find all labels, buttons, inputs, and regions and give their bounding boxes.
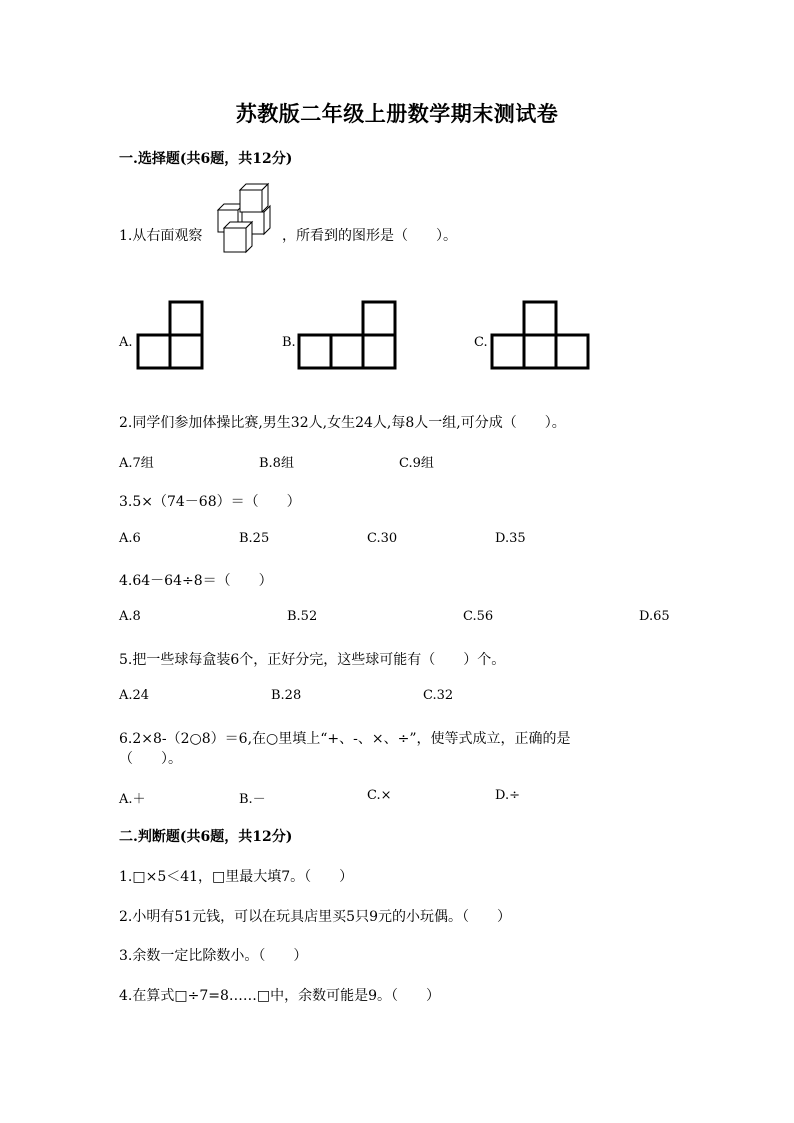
q4-option-d: D.65 [639, 609, 670, 624]
question-2: 2.同学们参加体操比赛,男生32人,女生24人,每8人一组,可分成（ ）。 [119, 415, 566, 431]
q4-option-c: C.56 [463, 609, 494, 624]
question-6-line2: （ ）。 [119, 751, 182, 767]
judgement-item-1: 1.□×5＜41，□里最大填7。（ ） [119, 869, 354, 885]
q5-option-c: C.32 [423, 688, 454, 703]
q3-option-c: C.30 [367, 531, 398, 546]
judgement-item-2: 2.小明有51元钱，可以在玩具店里买5只9元的小玩偶。（ ） [119, 909, 511, 925]
q3-option-a: A.6 [119, 531, 141, 546]
q6-option-a: A.＋ [119, 792, 146, 807]
question-1-prefix: 1.从右面观察 [119, 228, 203, 244]
q5-option-a: A.24 [119, 688, 150, 703]
q1-option-c-figure [491, 300, 591, 370]
q2-option-b: B.8组 [259, 456, 294, 471]
judgement-item-4: 4.在算式□÷7=8……□中，余数可能是9。（ ） [119, 988, 440, 1004]
q4-option-a: A.8 [119, 609, 141, 624]
q1-option-a-figure [137, 300, 205, 370]
q1-option-c-label: C. [474, 335, 488, 350]
page-title: 苏教版二年级上册数学期末测试卷 [235, 101, 559, 126]
q2-option-c: C.9组 [399, 456, 434, 471]
q6-option-c: C.× [367, 788, 392, 803]
q2-option-a: A.7组 [119, 456, 154, 471]
q3-option-b: B.25 [239, 531, 270, 546]
cube-stack-figure [214, 184, 276, 262]
question-6-line1: 6.2×8-（2○8）＝6,在○里填上“+、-、×、÷”，使等式成立，正确的是 [119, 731, 571, 747]
q3-option-d: D.35 [495, 531, 526, 546]
judgement-item-3: 3.余数一定比除数小。（ ） [119, 948, 308, 964]
q4-option-b: B.52 [287, 609, 318, 624]
q6-option-d: D.÷ [495, 788, 520, 803]
question-3: 3.5×（74－68）＝（ ） [119, 494, 301, 510]
q1-option-b-label: B. [282, 335, 296, 350]
q5-option-b: B.28 [271, 688, 302, 703]
question-5: 5.把一些球每盒装6个，正好分完，这些球可能有（ ）个。 [119, 652, 506, 668]
section-heading-judgement: 二.判断题(共6题，共12分) [119, 829, 293, 845]
question-4: 4.64－64÷8＝（ ） [119, 573, 273, 589]
question-1-suffix: ，所看到的图形是（ ）。 [282, 228, 457, 244]
section-heading-choice: 一.选择题(共6题，共12分) [119, 151, 293, 167]
q6-option-b: B.－ [239, 792, 266, 807]
q1-option-b-figure [298, 300, 398, 370]
q1-option-a-label: A. [119, 335, 133, 350]
